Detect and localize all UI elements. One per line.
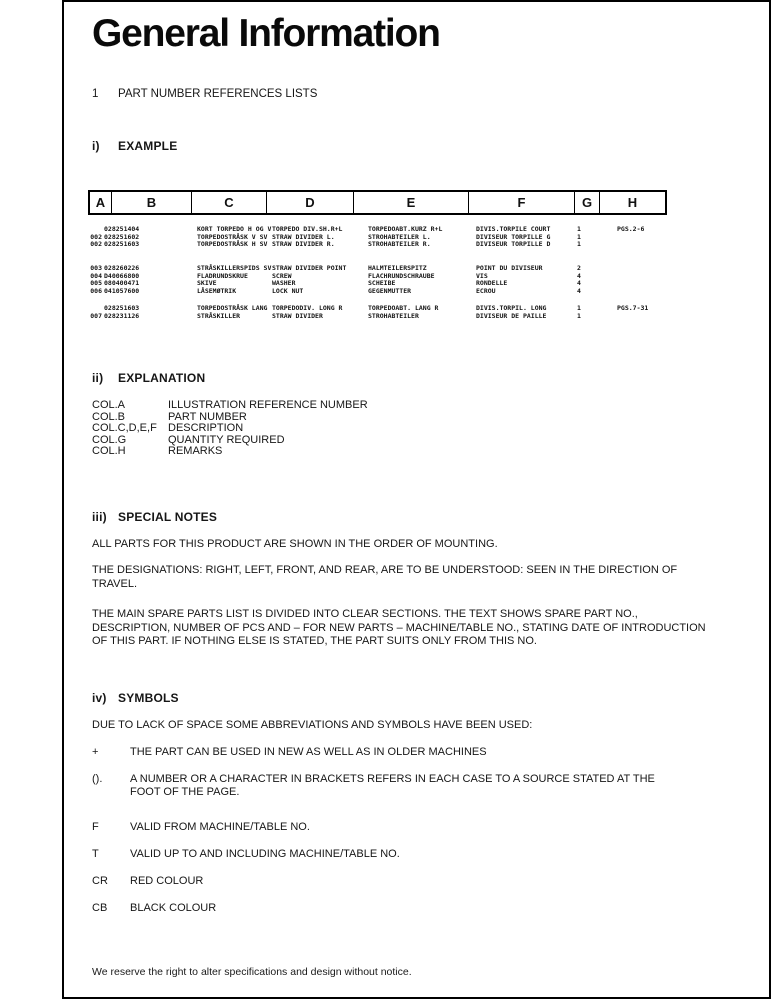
table-cell-g: 4 <box>577 279 581 288</box>
explanation-list <box>92 399 368 457</box>
symbol-glyph: (). <box>92 773 103 785</box>
special-note-paragraph: ALL PARTS FOR THIS PRODUCT ARE SHOWN IN THE ORDER OF MOUNTING. <box>92 538 498 550</box>
table-cell-e: GEGENMUTTER <box>368 286 412 295</box>
table-cell-d: TORPEDO DIV.SH.R+L <box>272 225 343 233</box>
table-cell-c: TORPEDOSTRÅSK H SV <box>197 240 268 249</box>
table-cell-b: 028251404 <box>104 225 140 233</box>
column-header-d: D <box>267 192 354 213</box>
page-title: General Information <box>92 12 440 55</box>
explanation-col-desc: PART NUMBER <box>168 410 247 423</box>
table-cell-b: 080400471 <box>104 279 140 288</box>
explanation-heading: EXPLANATION <box>118 371 206 385</box>
special-notes-heading: SPECIAL NOTES <box>118 510 218 524</box>
table-cell-g: 4 <box>577 271 581 280</box>
table-header <box>88 190 667 215</box>
explanation-item <box>92 399 368 411</box>
example-heading: EXAMPLE <box>118 139 178 153</box>
explanation-item <box>92 422 368 434</box>
explanation-item <box>92 434 368 446</box>
table-cell-a: 007 <box>90 311 102 320</box>
table-cell-d: STRAW DIVIDER L. <box>272 232 335 241</box>
explanation-col-label: COL.G <box>92 433 127 446</box>
table-cell-b: 028251603 <box>104 240 140 249</box>
symbol-desc: BLACK COLOUR <box>130 902 217 914</box>
table-cell-f: ECROU <box>476 286 496 295</box>
table-row <box>0 313 772 321</box>
table-cell-f: DIVISEUR DE PAILLE <box>476 311 547 320</box>
example-heading-row <box>92 139 177 153</box>
explanation-item <box>92 445 368 457</box>
explanation-col-desc: QUANTITY REQUIRED <box>168 433 285 446</box>
symbol-desc: THE PART CAN BE USED IN NEW AS WELL AS IN OLDER MACHINES <box>130 746 487 758</box>
table-cell-h: PGS.2-6 <box>617 225 645 233</box>
special-note-paragraph: THE DESIGNATIONS: RIGHT, LEFT, FRONT, AND REAR, ARE TO BE UNDERSTOOD: SEEN IN THE DIRECTION OF TRAVEL. <box>92 564 678 590</box>
footer-note: We reserve the right to alter specifications and design without notice. <box>92 966 412 978</box>
explanation-col-desc: DESCRIPTION <box>168 422 244 435</box>
section-number: 1 <box>92 88 99 100</box>
symbol-glyph: F <box>92 821 99 833</box>
table-cell-a: 003 <box>90 264 102 272</box>
column-header-f: F <box>469 192 575 213</box>
table-cell-c: SKIVE <box>197 279 217 288</box>
symbol-item <box>92 902 682 915</box>
table-cell-b: 041057600 <box>104 286 140 295</box>
explanation-index: ii) <box>92 371 104 385</box>
table-row <box>0 288 772 296</box>
table-cell-f: DIVIS.TORPIL. LONG <box>476 304 547 312</box>
symbol-item <box>92 875 682 888</box>
explanation-col-label: COL.A <box>92 399 126 411</box>
table-cell-g: 1 <box>577 240 581 249</box>
symbols-heading-row <box>92 691 179 705</box>
table-cell-e: STROHABTEILER L. <box>368 232 431 241</box>
explanation-col-label: COL.B <box>92 410 126 423</box>
table-cell-g: 1 <box>577 311 581 320</box>
table-cell-c: TORPEDOSTRÅSK LANG <box>197 304 268 312</box>
explanation-col-label: COL.H <box>92 445 126 458</box>
section-heading: PART NUMBER REFERENCES LISTS <box>118 88 318 100</box>
explanation-heading-row <box>92 371 205 385</box>
special-note-paragraph: THE MAIN SPARE PARTS LIST IS DIVIDED INTO CLEAR SECTIONS. THE TEXT SHOWS SPARE PART NO., DESCRIPTION, NUMBER OF PCS AND – FOR NEW PARTS – MACHINE/TABLE NO., STATING DATE OF INTRODUCTION OF THIS PART. IF NOTHING ELSE IS STATED, THE PART SUITS ONLY FROM THIS NO. <box>92 608 706 647</box>
table-row-group <box>0 226 772 249</box>
table-cell-e: SCHEIBE <box>368 279 396 288</box>
table-cell-f: DIVISEUR TORPILLE G <box>476 232 551 241</box>
example-index: i) <box>92 139 100 153</box>
table-cell-c: STRÅSKILLERSPIDS SV <box>197 264 272 272</box>
explanation-item <box>92 411 368 423</box>
table-cell-a: 002 <box>90 240 102 249</box>
table-row-group <box>0 265 772 295</box>
table-cell-e: FLACHRUNDSCHRAUBE <box>368 271 435 280</box>
column-header-c: C <box>192 192 267 213</box>
table-cell-c: FLADRUNDSKRUE <box>197 271 248 280</box>
symbols-intro: DUE TO LACK OF SPACE SOME ABBREVIATIONS AND SYMBOLS HAVE BEEN USED: <box>92 719 533 731</box>
explanation-col-desc: ILLUSTRATION REFERENCE NUMBER <box>168 399 368 411</box>
table-cell-a: 004 <box>90 271 102 280</box>
symbol-item <box>92 821 682 834</box>
table-cell-g: 1 <box>577 225 581 233</box>
table-cell-a: 005 <box>90 279 102 288</box>
symbol-desc: VALID FROM MACHINE/TABLE NO. <box>130 821 310 833</box>
table-cell-d: STRAW DIVIDER <box>272 311 323 320</box>
table-cell-d: LOCK NUT <box>272 286 304 295</box>
symbols-heading: SYMBOLS <box>118 691 179 705</box>
symbol-desc: VALID UP TO AND INCLUDING MACHINE/TABLE NO. <box>130 848 400 860</box>
symbols-index: iv) <box>92 691 107 705</box>
special-notes-heading-row <box>92 510 217 524</box>
column-header-a: A <box>90 192 112 213</box>
symbol-desc: RED COLOUR <box>130 875 204 887</box>
table-cell-g: 1 <box>577 232 581 241</box>
table-cell-f: VIS <box>476 271 488 280</box>
table-cell-f: DIVISEUR TORPILLE D <box>476 240 551 249</box>
column-header-b: B <box>112 192 192 213</box>
symbol-item <box>92 773 682 799</box>
table-cell-d: TORPEDODIV. LONG R <box>272 304 343 312</box>
table-cell-g: 4 <box>577 286 581 295</box>
symbol-glyph: CR <box>92 875 108 887</box>
table-row-group <box>0 305 772 320</box>
table-cell-f: RONDELLE <box>476 279 508 288</box>
table-cell-e: TORPEDOABT. LANG R <box>368 304 439 312</box>
symbol-item <box>92 848 682 861</box>
symbol-item <box>92 746 682 759</box>
table-cell-b: 028260226 <box>104 264 140 272</box>
table-cell-h: PGS.7-31 <box>617 304 649 312</box>
table-cell-b: D40066800 <box>104 271 140 280</box>
table-cell-b: 028251602 <box>104 232 140 241</box>
table-row <box>0 241 772 249</box>
table-cell-g: 1 <box>577 304 581 312</box>
table-cell-e: STROHABTEILER <box>368 311 419 320</box>
table-cell-a: 006 <box>90 286 102 295</box>
table-cell-c: TORPEDOSTRÅSK V SV <box>197 232 268 241</box>
section-1-heading-row <box>92 88 317 100</box>
table-cell-a: 002 <box>90 232 102 241</box>
symbol-glyph: T <box>92 848 99 860</box>
symbol-desc: A NUMBER OR A CHARACTER IN BRACKETS REFERS IN EACH CASE TO A SOURCE STATED AT THE FOOT OF THE PAGE. <box>130 773 655 798</box>
column-header-h: H <box>627 195 638 210</box>
table-cell-f: POINT DU DIVISEUR <box>476 264 543 272</box>
special-notes-index: iii) <box>92 510 107 524</box>
table-cell-e: TORPEDOABT.KURZ R+L <box>368 225 443 233</box>
table-cell-f: DIVIS.TORPILE COURT <box>476 225 551 233</box>
table-cell-b: 028231126 <box>104 311 140 320</box>
explanation-col-label: COL.C,D,E,F <box>92 422 157 435</box>
table-cell-c: STRÅSKILLER <box>197 311 241 320</box>
symbol-glyph: CB <box>92 902 108 914</box>
table-cell-d: SCREW <box>272 271 292 280</box>
explanation-col-desc: REMARKS <box>168 445 223 458</box>
column-header-e: E <box>354 192 469 213</box>
table-cell-c: LÅSEMØTRIK <box>197 286 237 295</box>
table-cell-d: STRAW DIVIDER POINT <box>272 264 347 272</box>
table-cell-d: STRAW DIVIDER R. <box>272 240 335 249</box>
table-cell-g: 2 <box>577 264 581 272</box>
table-cell-b: 028251603 <box>104 304 140 312</box>
table-cell-d: WASHER <box>272 279 296 288</box>
table-cell-e: STROHABTEILER R. <box>368 240 431 249</box>
symbol-glyph: + <box>92 746 99 758</box>
table-cell-c: KORT TORPEDO H OG V <box>197 225 272 233</box>
column-header-g: G <box>575 192 600 213</box>
table-cell-e: HALMTEILERSPITZ <box>368 264 427 272</box>
